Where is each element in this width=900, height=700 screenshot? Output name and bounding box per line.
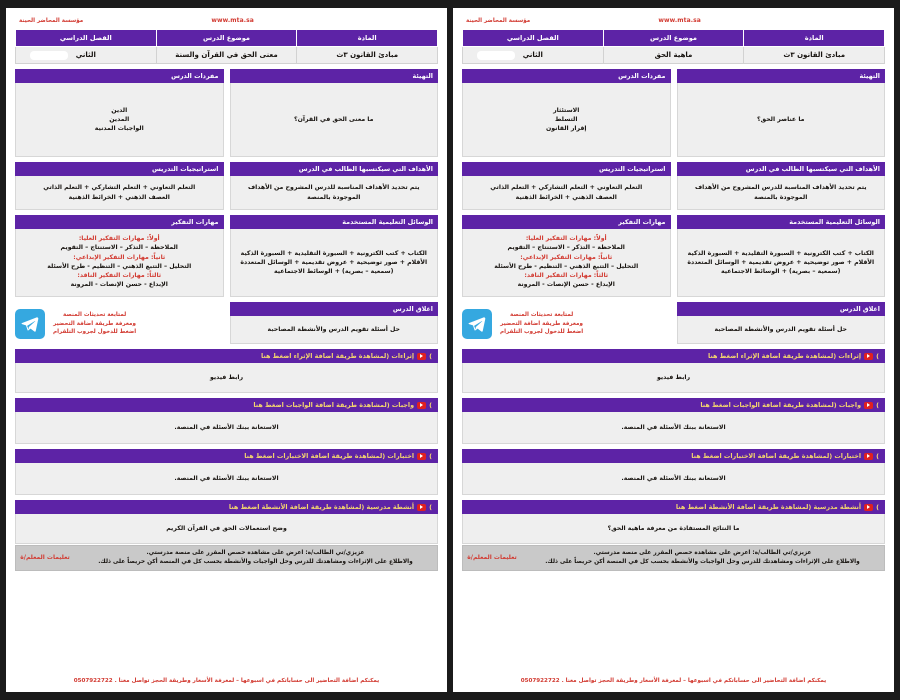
strategies-box	[462, 162, 671, 210]
table-header-row	[16, 30, 438, 47]
vocabulary-item: الاستئثار	[553, 106, 580, 114]
vocabulary-item: إقرار القانون	[545, 125, 587, 133]
goals-title: الأهداف التي سيكتسبها الطالب في الدرس	[230, 162, 439, 176]
page-footer-note: يمكنكم اضافة التحاضير الى حساباتكم في اسبوعها – لمعرفة الأسعار وطريقة الحجز تواصل معنا . 0507922722	[520, 678, 827, 684]
value-term	[16, 47, 157, 64]
brand-line	[462, 14, 885, 29]
vocabulary-title: مفردات الدرس	[462, 69, 671, 83]
media-line-3: (سمعية – بصرية) + الوسائط الاجتماعية	[721, 268, 841, 276]
header-subject: المادة	[744, 30, 885, 47]
activities-section	[15, 500, 438, 544]
header-subject: المادة	[297, 30, 438, 47]
homework-title: واجبات (لمشاهدة طريقة اضافة الواجبات اضغط هنا	[253, 401, 415, 409]
tests-title: اختبارات (لمشاهدة طريقة اضافة الاختبارات اضغط هنا	[691, 452, 862, 460]
tests-section	[462, 449, 885, 495]
homework-text: الاستعانة ببنك الأسئلة في المنصة.	[15, 412, 438, 444]
vocabulary-item: الدين	[111, 106, 128, 114]
youtube-play-icon[interactable]	[417, 402, 426, 409]
preparation-title: التهيئة	[230, 69, 439, 83]
thinking-heading-1: أولاً: مهارات التفكير العليا:	[525, 235, 607, 242]
teacher-instructions	[15, 545, 438, 571]
closing-title: اغلاق الدرس	[230, 302, 439, 316]
homework-title-bar[interactable]	[15, 398, 438, 412]
promo-line-3: اضغط للدخول لجروب التلقرام	[53, 329, 137, 336]
organization-name: مؤسسة المحاضر الحينة	[19, 17, 84, 24]
tests-title-bar[interactable]	[15, 449, 438, 463]
upper-sections-grid	[15, 69, 438, 349]
media-box	[677, 215, 886, 297]
enrichment-title-bar[interactable]	[462, 349, 885, 363]
tests-title: اختبارات (لمشاهدة طريقة اضافة الاختبارات اضغط هنا	[244, 452, 415, 460]
lesson-plan-page	[453, 8, 894, 692]
thinking-skills-title: مهارات التفكير	[15, 215, 224, 229]
goals-title: الأهداف التي سيكتسبها الطالب في الدرس	[677, 162, 886, 176]
strategies-box	[15, 162, 224, 210]
promo-line-1: لمتابعة تحديثات المنصة	[62, 312, 127, 319]
strategies-text	[462, 176, 671, 210]
closing-box	[677, 302, 886, 344]
homework-title: واجبات (لمشاهدة طريقة اضافة الواجبات اضغط هنا	[700, 401, 862, 409]
youtube-play-icon[interactable]	[864, 353, 873, 360]
media-title: الوسائل التعليمية المستخدمة	[230, 215, 439, 229]
youtube-play-icon[interactable]	[417, 353, 426, 360]
thinking-skills-list	[462, 229, 671, 297]
thinking-text-2: التحليل – التتبع الذهني – التنظيم - طرح الأسئلة	[494, 262, 639, 270]
header-term: الفصل الدراسي	[463, 30, 604, 47]
column-right	[230, 69, 439, 349]
thinking-skills-box	[15, 215, 224, 297]
media-line-2: الأقلام + صور توضيحية + عروض تقديمية + الوسائل المتعددة	[240, 258, 428, 266]
teacher-instructions-label: تعليمات المعلم/ة	[20, 554, 70, 562]
redaction-mark	[477, 51, 515, 60]
youtube-play-icon[interactable]	[864, 504, 873, 511]
telegram-promo-text	[53, 311, 136, 337]
value-subject: مبادئ القانون ٣ث	[297, 47, 438, 64]
promo-line-2: ومعرفة طريقة اضافة التحضير	[53, 320, 136, 327]
vocabulary-list	[462, 83, 671, 157]
media-line-1: الكتاب + كتب الكترونية + السبورة التقليدية + السبورة الذكية	[687, 249, 874, 257]
media-text	[230, 229, 439, 297]
closing-text: حل أسئلة تقويم الدرس والأنشطة المصاحبة	[230, 316, 439, 344]
upper-sections-grid	[462, 69, 885, 349]
activities-title-suffix: )	[429, 503, 432, 511]
column-right	[677, 69, 886, 349]
preparation-box	[230, 69, 439, 157]
homework-title-suffix: )	[429, 401, 432, 409]
vocabulary-item: التسلط	[555, 115, 578, 123]
youtube-play-icon[interactable]	[417, 453, 426, 460]
enrichment-title: إثراءات (لمشاهدة طريقة اضافة الإثراء اضغط هنا	[260, 352, 415, 360]
closing-text: حل أسئلة تقويم الدرس والأنشطة المصاحبة	[677, 316, 886, 344]
vocabulary-title: مفردات الدرس	[15, 69, 224, 83]
activities-title: أنشطة مدرسية (لمشاهدة طريقة اضافة الأنشطة اضغط هنا	[228, 503, 415, 511]
lesson-info-table	[15, 29, 438, 64]
enrichment-section	[462, 349, 885, 393]
vocabulary-box	[462, 69, 671, 157]
youtube-play-icon[interactable]	[864, 402, 873, 409]
strategies-line-1: التعلم التعاوني + التعلم التشاركي + التعلم الذاتي	[490, 184, 643, 192]
value-lesson-topic: معنى الحق في القرآن والسنة	[156, 47, 297, 64]
goals-box	[677, 162, 886, 210]
tests-section	[15, 449, 438, 495]
thinking-heading-2: ثانياً: مهارات التفكير الإبداعي:	[520, 253, 613, 261]
teacher-instructions-label: تعليمات المعلم/ة	[467, 554, 517, 562]
thinking-text-3: الإبداع - حسن الإنصات - المرونة	[517, 281, 615, 289]
promo-line-2: ومعرفة طريقة اضافة التحضير	[500, 320, 583, 327]
vocabulary-item: الواجبات المدنية	[94, 125, 144, 133]
table-row	[16, 47, 438, 64]
activities-section	[462, 500, 885, 544]
header-lesson-topic: موضوع الدرس	[603, 30, 744, 47]
preparation-box	[677, 69, 886, 157]
strategies-line-1: التعلم التعاوني + التعلم التشاركي + التعلم الذاتي	[43, 184, 196, 192]
youtube-play-icon[interactable]	[864, 453, 873, 460]
activities-text: وضح استعمالات الحق في القرآن الكريم	[15, 514, 438, 544]
enrichment-text: رابط فيديو	[15, 363, 438, 393]
thinking-text-2: التحليل – التتبع الذهني – التنظيم - طرح الأسئلة	[47, 262, 192, 270]
telegram-icon[interactable]	[462, 309, 492, 339]
telegram-promo-text	[500, 311, 583, 337]
strategies-line-2: العصف الذهني + الخرائط الذهنية	[515, 193, 617, 201]
teacher-instructions	[462, 545, 885, 571]
goals-text: يتم تحديد الأهداف المناسبة للدرس المشروح من الأهداف الموجودة بالمنصة	[230, 176, 439, 210]
media-title: الوسائل التعليمية المستخدمة	[677, 215, 886, 229]
column-left	[15, 69, 224, 349]
header-lesson-topic: موضوع الدرس	[156, 30, 297, 47]
homework-title-bar[interactable]	[462, 398, 885, 412]
activities-title-suffix: )	[876, 503, 879, 511]
instructions-line-2: والاطلاع على الإثراءات ومشاهدتك للدرس وحل الواجبات والأنشطة بحسب كل في المنصة أكن حريصاً على ذلك.	[545, 558, 860, 565]
enrichment-title: إثراءات (لمشاهدة طريقة اضافة الإثراء اضغط هنا	[707, 352, 862, 360]
thinking-text-1: الملاحظة – التذكر – الاستنتاج – التقويم	[507, 244, 625, 252]
activities-text: ما النتائج المستفادة من معرفة ماهية الحق؟	[462, 514, 885, 544]
thinking-heading-1: أولاً: مهارات التفكير العليا:	[78, 235, 160, 242]
activities-title-bar[interactable]	[15, 500, 438, 514]
activities-title: أنشطة مدرسية (لمشاهدة طريقة اضافة الأنشطة اضغط هنا	[675, 503, 862, 511]
telegram-icon[interactable]	[15, 309, 45, 339]
vocabulary-list	[15, 83, 224, 157]
strategies-title: استراتيجيات التدريس	[462, 162, 671, 176]
thinking-skills-box	[462, 215, 671, 297]
homework-title-suffix: )	[876, 401, 879, 409]
telegram-promo[interactable]	[15, 303, 224, 345]
tests-title-suffix: )	[429, 452, 432, 460]
strategies-title: استراتيجيات التدريس	[15, 162, 224, 176]
teacher-instructions-text	[74, 546, 437, 570]
term-text: الثاني	[75, 51, 96, 59]
media-line-1: الكتاب + كتب الكترونية + السبورة التقليدية + السبورة الذكية	[240, 249, 427, 257]
media-line-2: الأقلام + صور توضيحية + عروض تقديمية + الوسائل المتعددة	[687, 258, 875, 266]
enrichment-title-suffix: )	[876, 352, 879, 360]
instructions-line-1: عزيزي/تي الطالب/ة: اعرض على مشاهدة حصص المقرر على منصة مدرستي.	[593, 550, 812, 556]
thinking-skills-list	[15, 229, 224, 297]
telegram-promo[interactable]	[462, 303, 671, 345]
goals-box	[230, 162, 439, 210]
promo-line-1: لمتابعة تحديثات المنصة	[509, 312, 574, 319]
table-header-row	[463, 30, 885, 47]
website-url[interactable]: www.mta.sa	[211, 17, 254, 24]
preparation-title: التهيئة	[677, 69, 886, 83]
enrichment-title-suffix: )	[429, 352, 432, 360]
tests-title-suffix: )	[876, 452, 879, 460]
tests-text: الاستعانة ببنك الأسئلة في المنصة.	[15, 463, 438, 495]
thinking-heading-2: ثانياً: مهارات التفكير الإبداعي:	[73, 253, 166, 261]
table-row	[463, 47, 885, 64]
activities-title-bar[interactable]	[462, 500, 885, 514]
promo-line-3: اضغط للدخول لجروب التلقرام	[500, 329, 584, 336]
thinking-skills-title: مهارات التفكير	[462, 215, 671, 229]
lesson-info-table	[462, 29, 885, 64]
strategies-text	[15, 176, 224, 210]
value-term	[463, 47, 604, 64]
closing-title: اغلاق الدرس	[677, 302, 886, 316]
media-text	[677, 229, 886, 297]
homework-section	[15, 398, 438, 444]
brand-line	[15, 14, 438, 29]
redaction-mark	[30, 51, 68, 60]
instructions-line-2: والاطلاع على الإثراءات ومشاهدتك للدرس وحل الواجبات والأنشطة بحسب كل في المنصة أكن حريصاً على ذلك.	[98, 558, 413, 565]
instructions-line-1: عزيزي/تي الطالب/ة: اعرض على مشاهدة حصص المقرر على منصة مدرستي.	[146, 550, 365, 556]
goals-text: يتم تحديد الأهداف المناسبة للدرس المشروح من الأهداف الموجودة بالمنصة	[677, 176, 886, 210]
youtube-play-icon[interactable]	[417, 504, 426, 511]
preparation-text: ما معنى الحق في القرآن؟	[230, 83, 439, 157]
media-line-3: (سمعية – بصرية) + الوسائط الاجتماعية	[274, 268, 394, 276]
thinking-text-3: الإبداع - حسن الإنصات - المرونة	[70, 281, 168, 289]
column-left	[462, 69, 671, 349]
enrichment-section	[15, 349, 438, 393]
tests-text: الاستعانة ببنك الأسئلة في المنصة.	[462, 463, 885, 495]
term-text: الثاني	[522, 51, 543, 59]
media-box	[230, 215, 439, 297]
lesson-plan-page	[6, 8, 447, 692]
value-lesson-topic: ماهية الحق	[603, 47, 744, 64]
thinking-text-1: الملاحظة – التذكر – الاستنتاج – التقويم	[60, 244, 178, 252]
value-subject: مبادئ القانون ٣ث	[744, 47, 885, 64]
preparation-text: ما عناصر الحق؟	[677, 83, 886, 157]
vocabulary-item: المدين	[109, 115, 130, 123]
enrichment-text: رابط فيديو	[462, 363, 885, 393]
vocabulary-box	[15, 69, 224, 157]
closing-box	[230, 302, 439, 344]
teacher-instructions-text	[521, 546, 884, 570]
page-footer-note: يمكنكم اضافة التحاضير الى حساباتكم في اسبوعها – لمعرفة الأسعار وطريقة الحجز تواصل معنا . 0507922722	[73, 678, 380, 684]
thinking-heading-3: ثالثاً: مهارات التفكير الناقد:	[77, 272, 162, 280]
header-term: الفصل الدراسي	[16, 30, 157, 47]
organization-name: مؤسسة المحاضر الحينة	[466, 17, 531, 24]
strategies-line-2: العصف الذهني + الخرائط الذهنية	[68, 193, 170, 201]
website-url[interactable]: www.mta.sa	[658, 17, 701, 24]
thinking-heading-3: ثالثاً: مهارات التفكير الناقد:	[524, 272, 609, 280]
tests-title-bar[interactable]	[462, 449, 885, 463]
homework-text: الاستعانة ببنك الأسئلة في المنصة.	[462, 412, 885, 444]
homework-section	[462, 398, 885, 444]
enrichment-title-bar[interactable]	[15, 349, 438, 363]
